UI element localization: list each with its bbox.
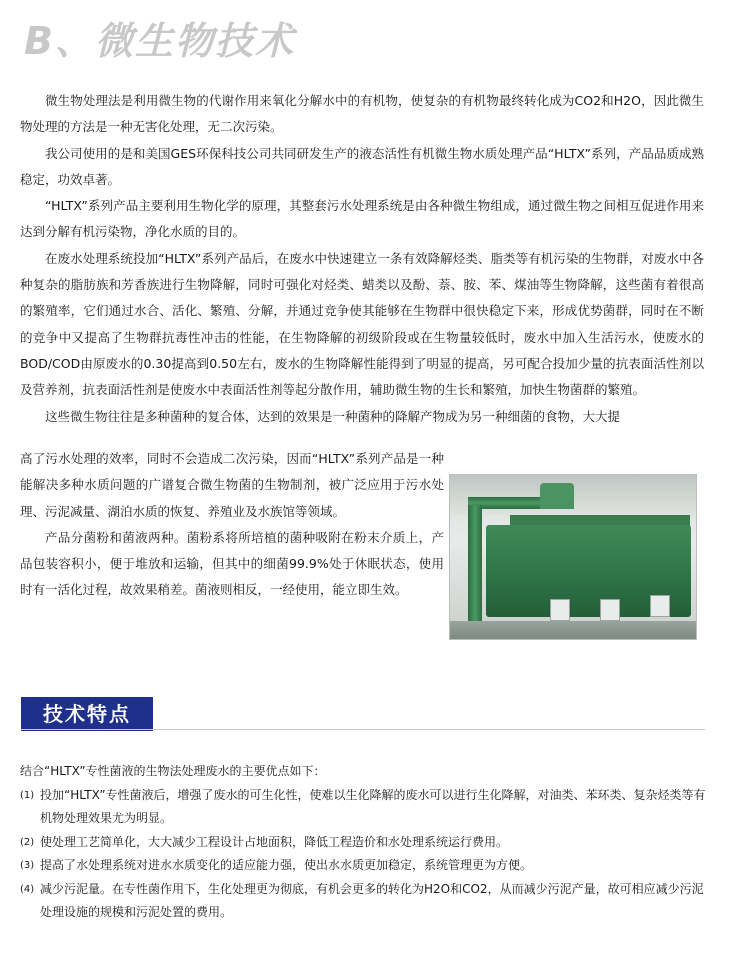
- photo-pipe: [468, 505, 482, 625]
- item-number: (3): [20, 860, 35, 871]
- item-text: 提高了水处理系统对进水水质变化的适应能力强，使出水水质更加稳定，系统管理更为方便。: [40, 858, 533, 872]
- list-item: [20, 784, 708, 831]
- paragraph: 高了污水处理的效率，同时不会造成二次污染，因而“HLTX”系列产品是一种能解决多种水质问题的广谱复合微生物菌的生物制剂，被广泛应用于污水处理、污泥减量、湖泊水质的恢复、养殖业及水族馆等领域。: [20, 451, 444, 519]
- treatment-equipment-photo: [449, 474, 697, 640]
- wrapped-text: [20, 446, 444, 604]
- photo-hood: [540, 483, 574, 509]
- paragraph: 在废水处理系统投加“HLTX”系列产品后，在废水中快速建立一条有效降解烃类、脂类等有机污染的生物群，对废水中各种复杂的脂肪族和芳香族进行生物降解，同时可强化对烃类、蜡类以及酚、萘、胺、苯、煤油等生物降解，这些菌有着很高的繁殖率，它们通过水合、活化、繁殖、分解，并通过竞争使其能够在生物群中很快稳定下来，形成优势菌群，同时在不断的竞争中又提高了生物群抗毒性冲击的性能，在生物降解的初级阶段或在生物量较低时，废水中加入生活污水，使废水的BOD/COD由原废水的0.30提高到0.50左右，废水的生物降解性能得到了明显的提高，另可配合投加少量的抗表面活性剂以及营养剂，抗表面活性剂是使废水中表面活性剂等起分散作用，辅助微生物的生长和繁殖，加快生物菌群的繁殖。: [20, 250, 704, 398]
- features-lead: 结合“HLTX”专性菌液的生物法处理废水的主要优点如下：: [20, 764, 326, 778]
- features-list: [20, 760, 708, 925]
- item-number: (1): [20, 789, 35, 801]
- item-text: 投加“HLTX”专性菌液后，增强了废水的可生化性，使难以生化降解的废水可以进行生化降解，对油类、苯环类、复杂烃类等有机物处理效果尤为明显。: [40, 787, 706, 825]
- list-item: [20, 854, 708, 878]
- features-heading: 技术特点: [21, 697, 153, 731]
- intro-text: [20, 88, 704, 430]
- photo-equipment: [550, 599, 570, 621]
- photo-equipment: [650, 595, 670, 617]
- list-item: [20, 878, 708, 925]
- photo-equipment: [600, 599, 620, 621]
- paragraph: 这些微生物往往是多种菌种的复合体，达到的效果是一种菌种的降解产物成为另一种细菌的食物，大大提: [45, 408, 621, 424]
- divider: [21, 729, 705, 730]
- paragraph: 微生物处理法是利用微生物的代谢作用来氧化分解水中的有机物，使复杂的有机物最终转化成为CO2和H2O，因此微生物处理的方法是一种无害化处理，无二次污染。: [20, 93, 704, 135]
- item-number: (2): [20, 836, 35, 848]
- section-title: B、微生物技术: [24, 19, 295, 63]
- list-item: [20, 831, 708, 855]
- item-number: (4): [20, 883, 35, 895]
- paragraph: 产品分菌粉和菌液两种。菌粉系将所培植的菌种吸附在粉末介质上，产品包装容积小，便于堆放和运输，但其中的细菌99.9%处于休眠状态，使用时有一活化过程，故效果稍差。菌液则相反，一经使用，能立即生效。: [20, 529, 444, 598]
- item-text: 减少污泥量。在专性菌作用下，生化处理更为彻底，有机会更多的转化为H2O和CO2，从而减少污泥产量，故可相应减少污泥处理设施的规模和污泥处置的费用。: [40, 881, 704, 919]
- paragraph: “HLTX”系列产品主要利用生物化学的原理，其整套污水处理系统是由各种微生物组成，通过微生物之间相互促进作用来达到分解有机污染物，净化水质的目的。: [20, 198, 704, 240]
- photo-floor: [450, 621, 696, 639]
- item-text: 使处理工艺简单化，大大减少工程设计占地面积，降低工程造价和水处理系统运行费用。: [40, 834, 509, 849]
- paragraph: 我公司使用的是和美国GES环保科技公司共同研发生产的液态活性有机微生物水质处理产品“HLTX”系列，产品品质成熟稳定，功效卓著。: [20, 145, 704, 187]
